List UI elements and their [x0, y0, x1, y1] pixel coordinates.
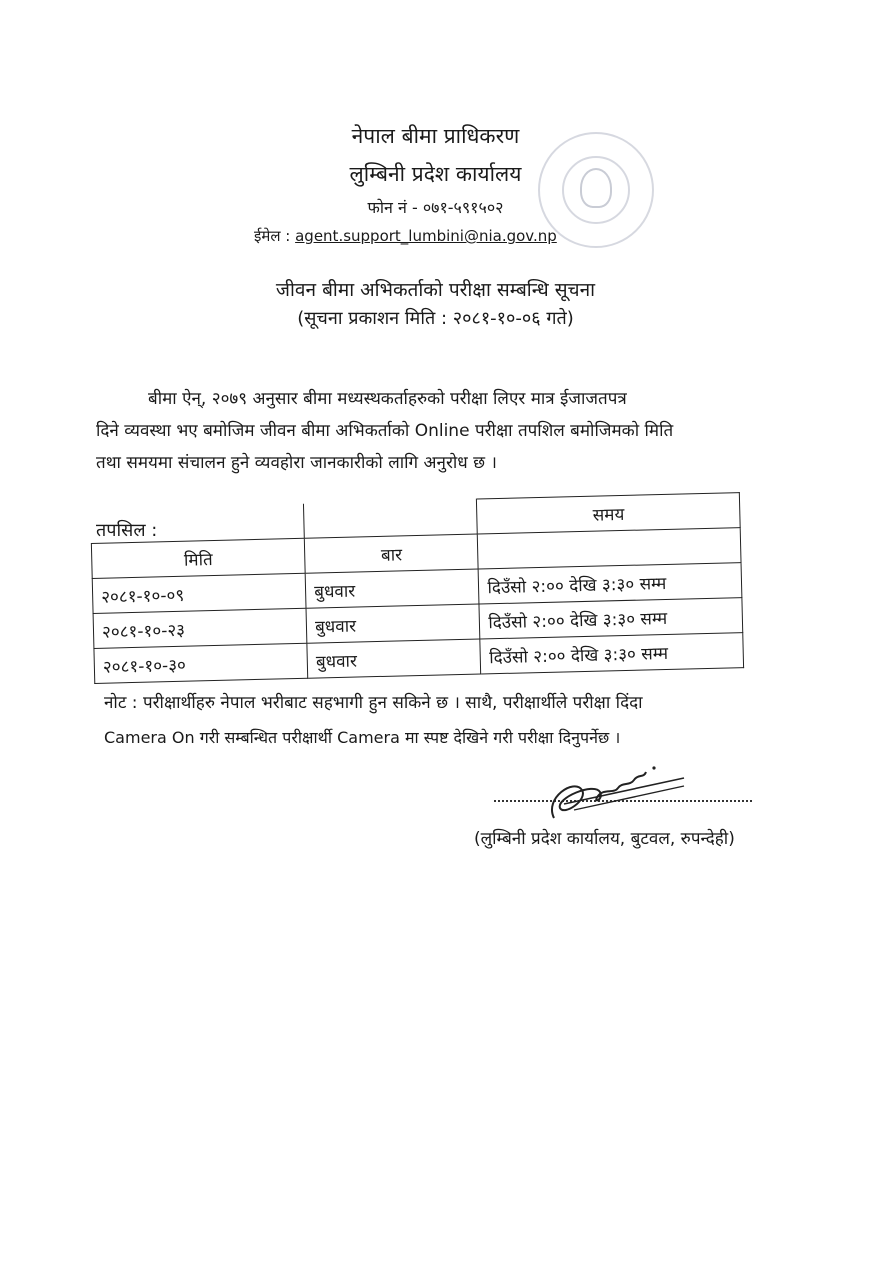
cell-day: बुधवार: [307, 639, 481, 678]
phone-label: फोन नं: [367, 198, 407, 217]
email-line: [254, 226, 557, 246]
cell-date: २०८१-१०-२३: [93, 608, 307, 648]
cell-time: दिउँसो २:०० देखि ३:३० सम्म: [479, 598, 742, 639]
body-line-1: बीमा ऐन्, २०७९ अनुसार बीमा मध्यस्थकर्ताहरुको परीक्षा लिएर मात्र ईजाजतपत्र: [148, 389, 627, 409]
notice-title: जीवन बीमा अभिकर्ताको परीक्षा सम्बन्धि सूचना: [275, 279, 596, 301]
phone-line: [0, 196, 871, 218]
cell-day: बुधवार: [306, 604, 480, 643]
header-day: बार: [304, 534, 478, 573]
email-label: ईमेल :: [254, 227, 291, 245]
table-corner: [91, 503, 305, 543]
notice-publish-date: (सूचना प्रकाशन मिति : २०८१-१०-०६ गते): [297, 308, 574, 329]
body-line-3: तथा समयमा संचालन हुने व्यवहोरा जानकारीको लागि अनुरोध छ ।: [96, 453, 497, 473]
email-link[interactable]: agent.support_lumbini@nia.gov.np: [295, 227, 557, 245]
table-corner: [304, 499, 478, 538]
note-line-1: नोट : परीक्षार्थीहरु नेपाल भरीबाट सहभागी हुन सकिने छ । साथै, परीक्षार्थीले परीक्षा दिंदा: [104, 693, 643, 713]
phone-value: - ०७१-५९१५०२: [411, 198, 504, 217]
office-footer: (लुम्बिनी प्रदेश कार्यालय, बुटवल, रुपन्देही): [474, 829, 735, 849]
header-time: समय: [477, 493, 740, 534]
schedule-label: तपसिल :: [96, 520, 158, 541]
handwritten-signature-icon: [534, 758, 694, 830]
cell-time: दिउँसो २:०० देखि ३:३० सम्म: [480, 633, 743, 674]
office-name: लुम्बिनी प्रदेश कार्यालय: [349, 162, 522, 186]
seal-emblem: [580, 168, 612, 208]
body-line-2: दिने व्यवस्था भए बमोजिम जीवन बीमा अभिकर्ताको Online परीक्षा तपशिल बमोजिमको मिति: [96, 421, 674, 441]
cell-day: बुधवार: [305, 569, 479, 608]
cell-date: २०८१-१०-०९: [92, 573, 306, 613]
cell-time: दिउँसो २:०० देखि ३:३० सम्म: [479, 563, 742, 604]
organization-name: नेपाल बीमा प्राधिकरण: [351, 124, 520, 148]
schedule-table: [90, 492, 744, 688]
cell-date: २०८१-१०-३०: [94, 643, 308, 683]
header-date: मिति: [91, 538, 305, 578]
note-line-2: Camera On गरी सम्बन्धित परीक्षार्थी Camera मा स्पष्ट देखिने गरी परीक्षा दिनुपर्नेछ ।: [104, 728, 621, 747]
office-seal-icon: [538, 132, 654, 248]
